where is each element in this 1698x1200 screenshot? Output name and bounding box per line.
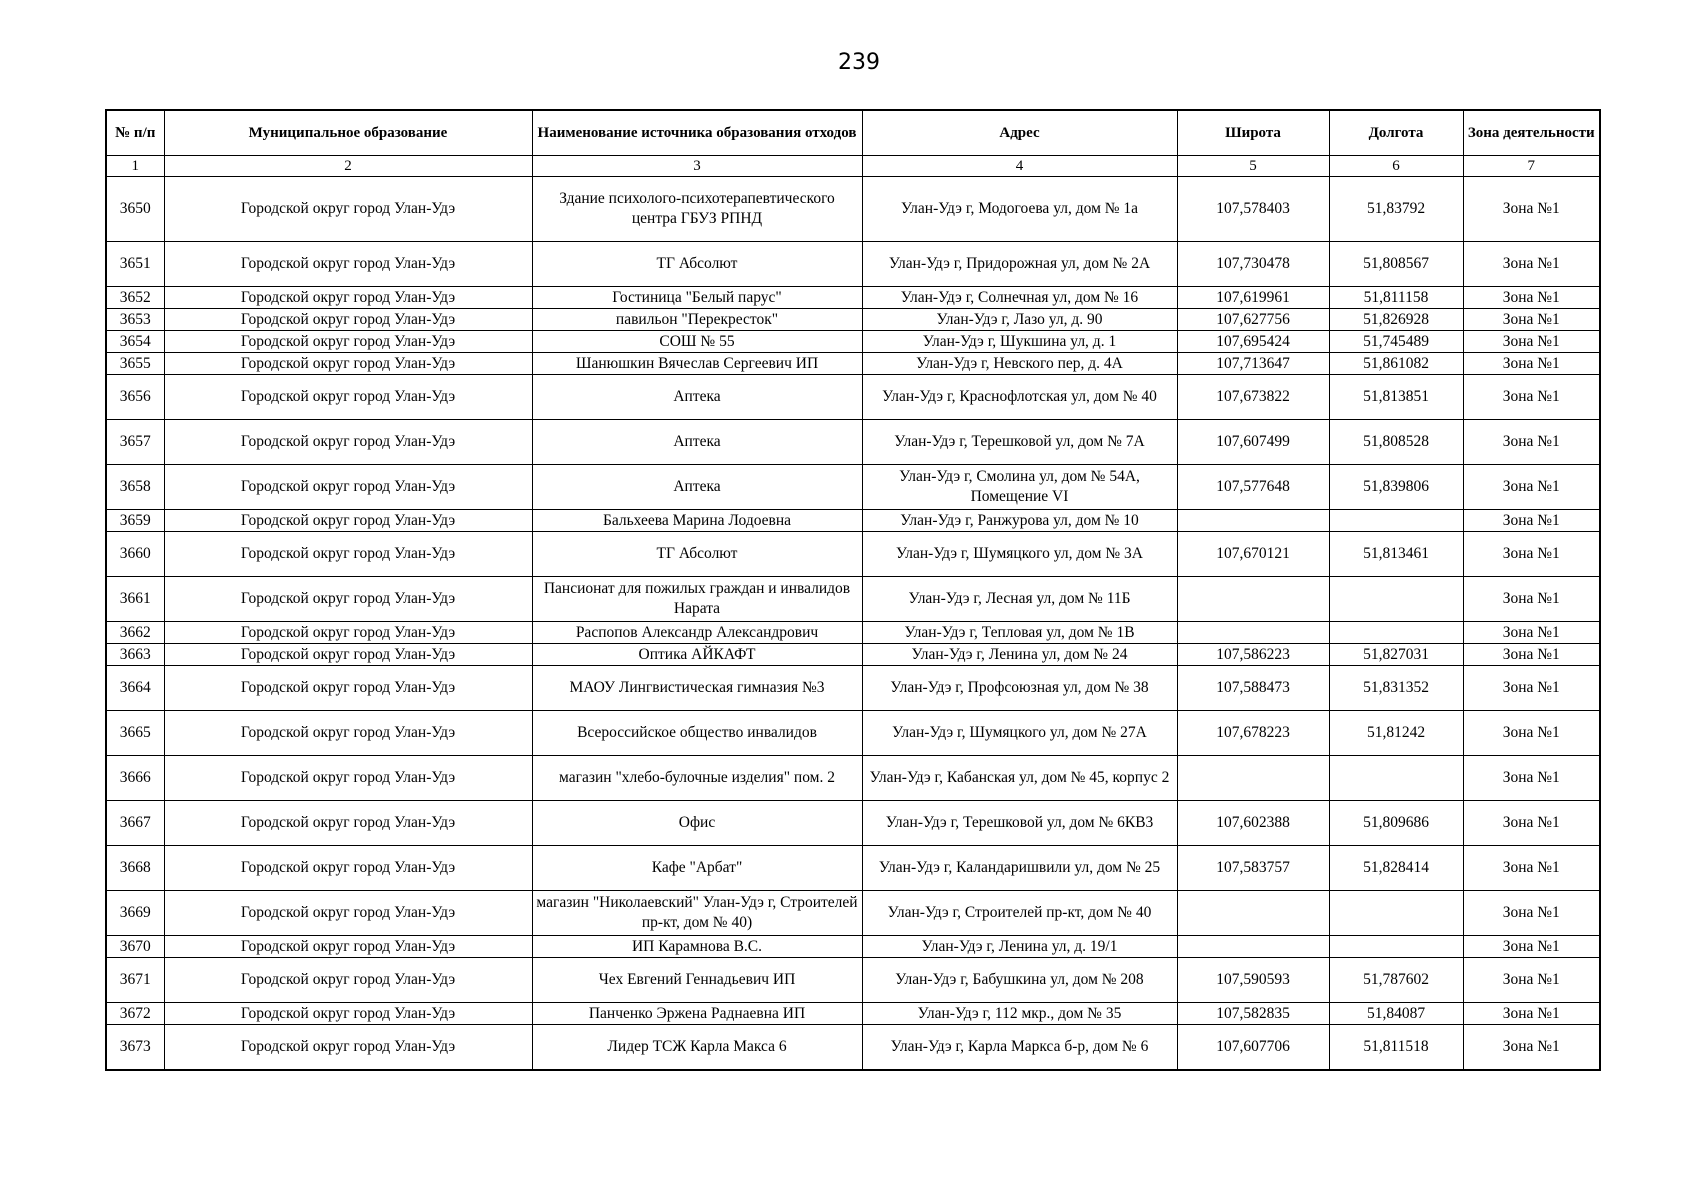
table-row [106,756,1600,801]
cell-longitude: 51,826928 [1329,309,1463,331]
cell-longitude: 51,828414 [1329,846,1463,891]
cell-municipality: Городской округ город Улан-Удэ [164,711,532,756]
cell-row-number: 3659 [106,510,164,532]
table-row [106,622,1600,644]
cell-source-name: Гостиница "Белый парус" [532,287,862,309]
cell-municipality: Городской округ город Улан-Удэ [164,177,532,242]
table-body [106,177,1600,1071]
cell-latitude: 107,730478 [1177,242,1329,287]
cell-source-name: Панченко Эржена Раднаевна ИП [532,1003,862,1025]
cell-address: Улан-Удэ г, Терешковой ул, дом № 6КВ3 [862,801,1177,846]
cell-latitude [1177,756,1329,801]
cell-source-name: магазин "хлебо-булочные изделия" пом. 2 [532,756,862,801]
cell-address: Улан-Удэ г, Невского пер, д. 4А [862,353,1177,375]
cell-row-number: 3650 [106,177,164,242]
cell-zone: Зона №1 [1463,958,1600,1003]
cell-municipality: Городской округ город Улан-Удэ [164,622,532,644]
cell-source-name: павильон "Перекресток" [532,309,862,331]
cell-latitude: 107,670121 [1177,532,1329,577]
table-row [106,936,1600,958]
column-number: 1 [106,156,164,177]
cell-latitude: 107,577648 [1177,465,1329,510]
cell-longitude: 51,813851 [1329,375,1463,420]
cell-source-name: Офис [532,801,862,846]
cell-municipality: Городской округ город Улан-Удэ [164,465,532,510]
table-row [106,309,1600,331]
cell-longitude: 51,808567 [1329,242,1463,287]
page-number: 239 [838,50,880,75]
column-number: 3 [532,156,862,177]
cell-row-number: 3671 [106,958,164,1003]
header-zone: Зона деятельности [1463,110,1600,156]
cell-zone: Зона №1 [1463,510,1600,532]
cell-zone: Зона №1 [1463,331,1600,353]
table-row [106,287,1600,309]
cell-address: Улан-Удэ г, Придорожная ул, дом № 2А [862,242,1177,287]
header-municipality: Муниципальное образование [164,110,532,156]
cell-latitude: 107,582835 [1177,1003,1329,1025]
cell-address: Улан-Удэ г, Ранжурова ул, дом № 10 [862,510,1177,532]
cell-longitude: 51,839806 [1329,465,1463,510]
cell-row-number: 3670 [106,936,164,958]
cell-row-number: 3666 [106,756,164,801]
cell-longitude [1329,756,1463,801]
cell-address: Улан-Удэ г, Бабушкина ул, дом № 208 [862,958,1177,1003]
cell-latitude: 107,673822 [1177,375,1329,420]
cell-zone: Зона №1 [1463,177,1600,242]
table-row [106,1003,1600,1025]
cell-latitude: 107,713647 [1177,353,1329,375]
table-row [106,375,1600,420]
cell-source-name: Лидер ТСЖ Карла Макса 6 [532,1025,862,1071]
cell-zone: Зона №1 [1463,309,1600,331]
cell-latitude [1177,622,1329,644]
cell-zone: Зона №1 [1463,353,1600,375]
cell-longitude: 51,83792 [1329,177,1463,242]
cell-source-name: Чех Евгений Геннадьевич ИП [532,958,862,1003]
cell-address: Улан-Удэ г, Тепловая ул, дом № 1В [862,622,1177,644]
column-number: 7 [1463,156,1600,177]
cell-address: Улан-Удэ г, Смолина ул, дом № 54А, Помещение VI [862,465,1177,510]
cell-latitude: 107,695424 [1177,331,1329,353]
cell-row-number: 3663 [106,644,164,666]
column-number: 5 [1177,156,1329,177]
cell-zone: Зона №1 [1463,666,1600,711]
cell-municipality: Городской округ город Улан-Удэ [164,846,532,891]
cell-municipality: Городской округ город Улан-Удэ [164,936,532,958]
cell-source-name: Аптека [532,420,862,465]
cell-row-number: 3673 [106,1025,164,1071]
cell-municipality: Городской округ город Улан-Удэ [164,420,532,465]
cell-municipality: Городской округ город Улан-Удэ [164,375,532,420]
cell-municipality: Городской округ город Улан-Удэ [164,1025,532,1071]
cell-row-number: 3652 [106,287,164,309]
cell-municipality: Городской округ город Улан-Удэ [164,1003,532,1025]
cell-longitude: 51,827031 [1329,644,1463,666]
cell-row-number: 3654 [106,331,164,353]
cell-address: Улан-Удэ г, Лесная ул, дом № 11Б [862,577,1177,622]
cell-row-number: 3664 [106,666,164,711]
cell-latitude [1177,891,1329,936]
cell-latitude: 107,578403 [1177,177,1329,242]
table-row [106,242,1600,287]
cell-row-number: 3653 [106,309,164,331]
cell-zone: Зона №1 [1463,801,1600,846]
cell-row-number: 3660 [106,532,164,577]
cell-address: Улан-Удэ г, Лазо ул, д. 90 [862,309,1177,331]
cell-row-number: 3668 [106,846,164,891]
cell-municipality: Городской округ город Улан-Удэ [164,577,532,622]
cell-municipality: Городской округ город Улан-Удэ [164,242,532,287]
table-row [106,711,1600,756]
cell-municipality: Городской округ город Улан-Удэ [164,510,532,532]
table-row [106,353,1600,375]
cell-source-name: ТГ Абсолют [532,532,862,577]
cell-address: Улан-Удэ г, Карла Маркса б-р, дом № 6 [862,1025,1177,1071]
header-address: Адрес [862,110,1177,156]
cell-latitude: 107,607499 [1177,420,1329,465]
table-row [106,801,1600,846]
cell-municipality: Городской округ город Улан-Удэ [164,891,532,936]
cell-latitude: 107,627756 [1177,309,1329,331]
cell-row-number: 3658 [106,465,164,510]
header-row-number: № п/п [106,110,164,156]
cell-zone: Зона №1 [1463,375,1600,420]
cell-municipality: Городской округ город Улан-Удэ [164,287,532,309]
cell-address: Улан-Удэ г, Профсоюзная ул, дом № 38 [862,666,1177,711]
cell-row-number: 3667 [106,801,164,846]
column-number: 2 [164,156,532,177]
cell-municipality: Городской округ город Улан-Удэ [164,532,532,577]
cell-longitude: 51,813461 [1329,532,1463,577]
cell-address: Улан-Удэ г, Шумяцкого ул, дом № 3А [862,532,1177,577]
cell-source-name: Всероссийское общество инвалидов [532,711,862,756]
cell-municipality: Городской округ город Улан-Удэ [164,331,532,353]
cell-source-name: МАОУ Лингвистическая гимназия №3 [532,666,862,711]
header-latitude: Широта [1177,110,1329,156]
cell-zone: Зона №1 [1463,420,1600,465]
cell-zone: Зона №1 [1463,936,1600,958]
cell-source-name: Распопов Александр Александрович [532,622,862,644]
cell-municipality: Городской округ город Улан-Удэ [164,353,532,375]
table-row [106,666,1600,711]
cell-longitude: 51,745489 [1329,331,1463,353]
table-row [106,532,1600,577]
cell-latitude: 107,583757 [1177,846,1329,891]
cell-source-name: Пансионат для пожилых граждан и инвалидов Нарата [532,577,862,622]
cell-longitude: 51,831352 [1329,666,1463,711]
cell-source-name: Шанюшкин Вячеслав Сергеевич ИП [532,353,862,375]
cell-address: Улан-Удэ г, Шумяцкого ул, дом № 27А [862,711,1177,756]
cell-row-number: 3655 [106,353,164,375]
cell-zone: Зона №1 [1463,577,1600,622]
cell-latitude: 107,586223 [1177,644,1329,666]
cell-source-name: магазин "Николаевский" Улан-Удэ г, Строителей пр-кт, дом № 40) [532,891,862,936]
cell-latitude: 107,602388 [1177,801,1329,846]
cell-latitude: 107,590593 [1177,958,1329,1003]
cell-longitude [1329,936,1463,958]
table-row [106,420,1600,465]
cell-address: Улан-Удэ г, Строителей пр-кт, дом № 40 [862,891,1177,936]
cell-row-number: 3672 [106,1003,164,1025]
header-row [106,110,1600,156]
cell-municipality: Городской округ город Улан-Удэ [164,644,532,666]
cell-address: Улан-Удэ г, Терешковой ул, дом № 7А [862,420,1177,465]
table-row [106,510,1600,532]
header-source-name: Наименование источника образования отходов [532,110,862,156]
cell-municipality: Городской округ город Улан-Удэ [164,666,532,711]
cell-source-name: ИП Карамнова В.С. [532,936,862,958]
cell-row-number: 3651 [106,242,164,287]
cell-zone: Зона №1 [1463,644,1600,666]
cell-longitude [1329,622,1463,644]
cell-address: Улан-Удэ г, Ленина ул, дом № 24 [862,644,1177,666]
cell-municipality: Городской округ город Улан-Удэ [164,309,532,331]
cell-zone: Зона №1 [1463,846,1600,891]
waste-sources-table [105,109,1601,1071]
cell-row-number: 3662 [106,622,164,644]
cell-longitude: 51,861082 [1329,353,1463,375]
cell-zone: Зона №1 [1463,532,1600,577]
cell-zone: Зона №1 [1463,622,1600,644]
table-row [106,958,1600,1003]
cell-address: Улан-Удэ г, 112 мкр., дом № 35 [862,1003,1177,1025]
cell-source-name: Здание психолого-психотерапевтического центра ГБУЗ РПНД [532,177,862,242]
cell-address: Улан-Удэ г, Кабанская ул, дом № 45, корпус 2 [862,756,1177,801]
cell-zone: Зона №1 [1463,891,1600,936]
cell-longitude [1329,891,1463,936]
header-longitude: Долгота [1329,110,1463,156]
cell-row-number: 3665 [106,711,164,756]
table-row [106,644,1600,666]
cell-latitude: 107,588473 [1177,666,1329,711]
cell-row-number: 3656 [106,375,164,420]
table-row [106,1025,1600,1071]
column-number: 6 [1329,156,1463,177]
cell-source-name: Аптека [532,375,862,420]
cell-zone: Зона №1 [1463,465,1600,510]
cell-longitude: 51,811158 [1329,287,1463,309]
cell-latitude: 107,619961 [1177,287,1329,309]
cell-latitude [1177,577,1329,622]
cell-source-name: СОШ № 55 [532,331,862,353]
cell-zone: Зона №1 [1463,756,1600,801]
cell-municipality: Городской округ город Улан-Удэ [164,958,532,1003]
cell-longitude: 51,81242 [1329,711,1463,756]
table-row [106,465,1600,510]
cell-zone: Зона №1 [1463,1003,1600,1025]
cell-municipality: Городской округ город Улан-Удэ [164,756,532,801]
cell-row-number: 3669 [106,891,164,936]
cell-latitude: 107,607706 [1177,1025,1329,1071]
table-row [106,177,1600,242]
cell-latitude [1177,510,1329,532]
cell-longitude: 51,808528 [1329,420,1463,465]
cell-zone: Зона №1 [1463,711,1600,756]
cell-longitude: 51,84087 [1329,1003,1463,1025]
table-row [106,331,1600,353]
cell-address: Улан-Удэ г, Каландаришвили ул, дом № 25 [862,846,1177,891]
cell-source-name: Бальхеева Марина Лодоевна [532,510,862,532]
cell-source-name: Оптика АЙКАФТ [532,644,862,666]
cell-longitude [1329,510,1463,532]
cell-latitude [1177,936,1329,958]
cell-address: Улан-Удэ г, Модогоева ул, дом № 1а [862,177,1177,242]
cell-row-number: 3661 [106,577,164,622]
cell-longitude: 51,787602 [1329,958,1463,1003]
cell-municipality: Городской округ город Улан-Удэ [164,801,532,846]
column-number-row [106,156,1600,177]
table-row [106,891,1600,936]
cell-source-name: ТГ Абсолют [532,242,862,287]
cell-source-name: Аптека [532,465,862,510]
cell-address: Улан-Удэ г, Краснофлотская ул, дом № 40 [862,375,1177,420]
cell-latitude: 107,678223 [1177,711,1329,756]
cell-address: Улан-Удэ г, Солнечная ул, дом № 16 [862,287,1177,309]
cell-source-name: Кафе "Арбат" [532,846,862,891]
cell-longitude: 51,809686 [1329,801,1463,846]
cell-address: Улан-Удэ г, Шукшина ул, д. 1 [862,331,1177,353]
cell-address: Улан-Удэ г, Ленина ул, д. 19/1 [862,936,1177,958]
cell-longitude [1329,577,1463,622]
cell-zone: Зона №1 [1463,242,1600,287]
cell-zone: Зона №1 [1463,1025,1600,1071]
column-number: 4 [862,156,1177,177]
cell-row-number: 3657 [106,420,164,465]
table-row [106,846,1600,891]
cell-zone: Зона №1 [1463,287,1600,309]
table-row [106,577,1600,622]
cell-longitude: 51,811518 [1329,1025,1463,1071]
